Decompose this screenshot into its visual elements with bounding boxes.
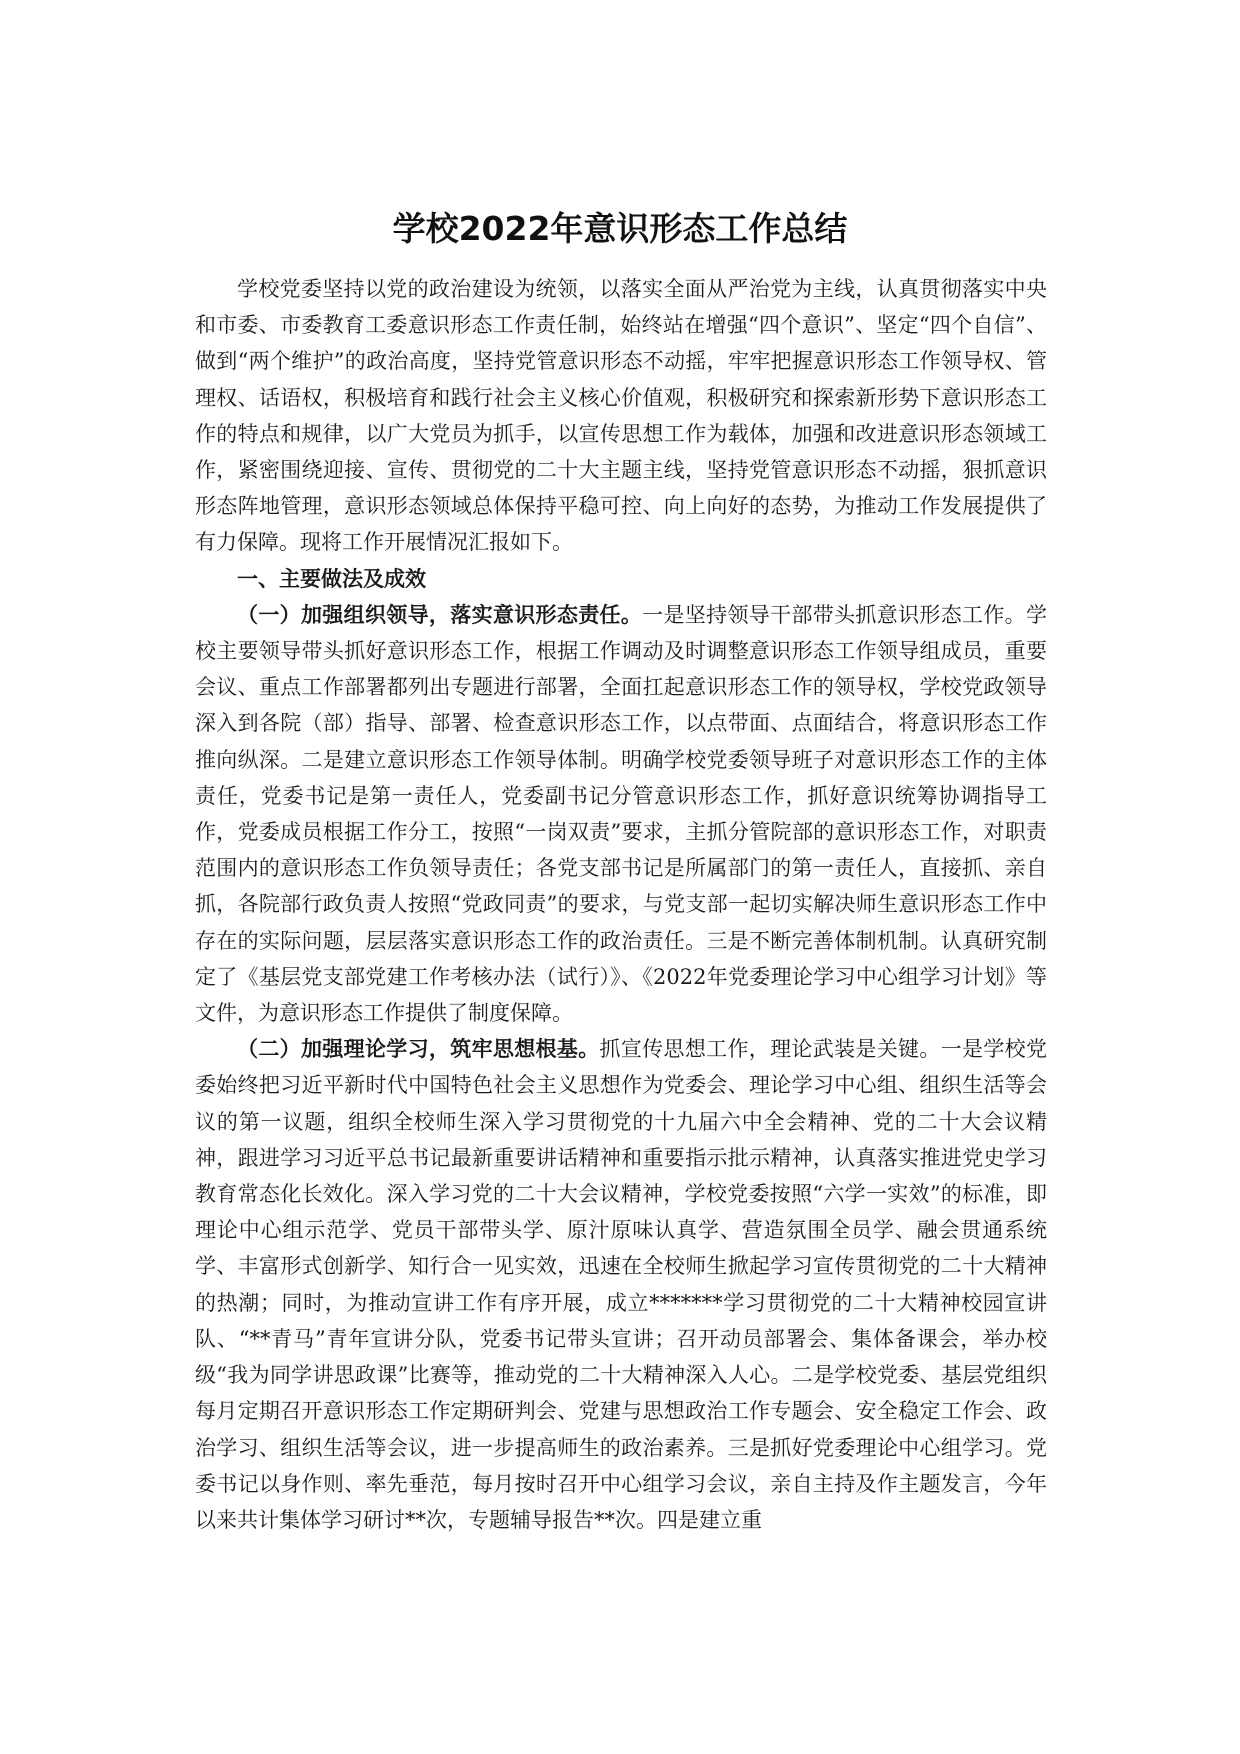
section-heading-main-practices: 一、主要做法及成效 xyxy=(237,566,426,591)
intro-paragraph: 学校党委坚持以党的政治建设为统领，以落实全面从严治党为主线，认真贯彻落实中央和市委、市委教育工委意识形态工作责任制，始终站在增强“四个意识”、坚定“四个自信”、做到“两个维护”的政治高度，坚持党管意识形态不动摇，牢牢把握意识形态工作领导权、管理权、话语权，积极培育和践行社会主义核心价值观，积极研究和探索新形势下意识形态工作的特点和规律，以广大党员为抓手，以宣传思想工作为载体，加强和改进意识形态领域工作，紧密围绕迎接、宣传、贯彻党的二十大主题主线，坚持党管意识形态不动摇，狠抓意识形态阵地管理，意识形态领域总体保持平稳可控、向上向好的态势，为推动工作发展提供了有力保障。现将工作开展情况汇报如下。 xyxy=(195,277,1047,555)
subsection-paragraph-organization xyxy=(195,597,1047,1031)
subsection-lead-theory: （二）加强理论学习，筑牢思想根基。 xyxy=(237,1037,600,1062)
subsection-text-theory: 抓宣传思想工作，理论武装是关键。一是学校党委始终把习近平新时代中国特色社会主义思想作为党委会、理论学习中心组、组织生活等会议的第一议题，组织全校师生深入学习贯彻党的十九届六中全会精神、党的二十大会议精神，跟进学习习近平总书记最新重要讲话精神和重要指示批示精神，认真落实推进党史学习教育常态化长效化。深入学习党的二十大会议精神，学校党委按照“六学一实效”的标准，即理论中心组示范学、党员干部带头学、原汁原味认真学、营造氛围全员学、融会贯通系统学、丰富形式创新学、知行合一见实效，迅速在全校师生掀起学习宣传贯彻党的二十大精神的热潮；同时，为推动宣讲工作有序开展，成立*******学习贯彻党的二十大精神校园宣讲队、“**青马”青年宣讲分队，党委书记带头宣讲；召开动员部署会、集体备课会，举办校级“我为同学讲思政课”比赛等，推动党的二十大精神深入人心。二是学校党委、基层党组织每月定期召开意识形态工作定期研判会、党建与思想政治工作专题会、安全稳定工作会、政治学习、组织生活等会议，进一步提高师生的政治素养。三是抓好党委理论中心组学习。党委书记以身作则、率先垂范，每月按时召开中心组学习会议，亲自主持及作主题发言，今年以来共计集体学习研讨**次，专题辅导报告**次。四是建立重 xyxy=(195,1037,1048,1532)
subsection-lead-organization: （一）加强组织领导，落实意识形态责任。 xyxy=(237,602,643,627)
document-title: 学校2022年意识形态工作总结 xyxy=(392,209,848,248)
document-body xyxy=(195,271,1047,1538)
subsection-paragraph-theory xyxy=(195,1031,1047,1538)
subsection-text-organization: 一是坚持领导干部带头抓意识形态工作。学校主要领导带头抓好意识形态工作，根据工作调动及时调整意识形态工作领导组成员，重要会议、重点工作部署都列出专题进行部署，全面扛起意识形态工作的领导权，学校党政领导深入到各院（部）指导、部署、检查意识形态工作，以点带面、点面结合，将意识形态工作推向纵深。二是建立意识形态工作领导体制。明确学校党委领导班子对意识形态工作的主体责任，党委书记是第一责任人，党委副书记分管意识形态工作，抓好意识统筹协调指导工作，党委成员根据工作分工，按照“一岗双责”要求，主抓分管院部的意识形态工作，对职责范围内的意识形态工作负领导责任；各党支部书记是所属部门的第一责任人，直接抓、亲自抓，各院部行政负责人按照“党政同责”的要求，与党支部一起切实解决师生意识形态工作中存在的实际问题，层层落实意识形态工作的政治责任。三是不断完善体制机制。认真研究制定了《基层党支部党建工作考核办法（试行）》、《2022年党委理论学习中心组学习计划》等文件，为意识形态工作提供了制度保障。 xyxy=(195,602,1048,1026)
